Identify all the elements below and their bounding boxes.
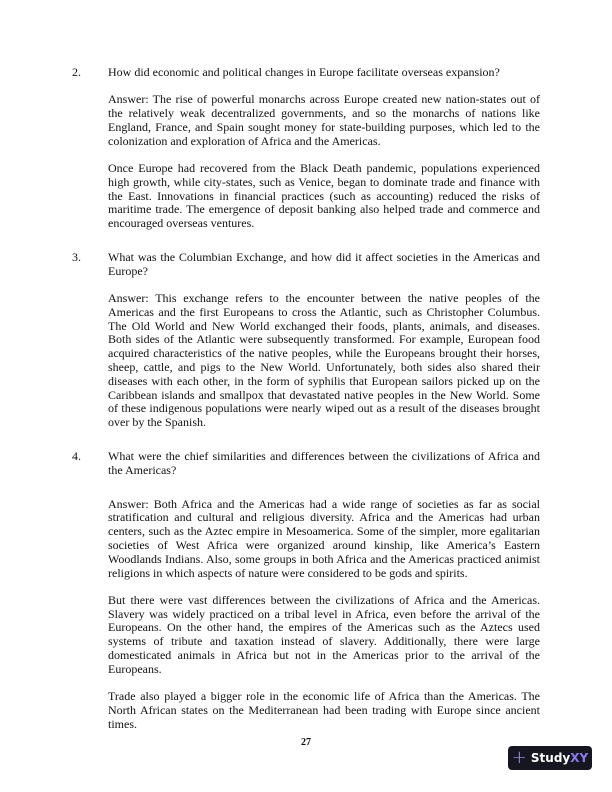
page-number: 27 <box>301 737 311 748</box>
brand-accent: XY <box>570 751 589 765</box>
answer-paragraph: But there were vast differences between the civilizations of Africa and the Americas. Slavery was widely practiced on a tribal level in Africa, even before the arrival of the Europeans. On the other hand, the empires of the Americas such as the Aztecs used systems of tribute and taxation instead of slavery. Additionally, there were large domesticated animals in Africa but not in the Americas prior to the arrival of the Europeans. <box>108 592 540 676</box>
question-text: What was the Columbian Exchange, and how did it affect societies in the Americas and Europe? <box>108 250 540 278</box>
question-number: 2. <box>72 65 81 79</box>
question-text: What were the chief similarities and differences between the civilizations of Africa and the Americas? <box>108 449 540 477</box>
brand-name <box>531 751 588 765</box>
answer-paragraph: Answer: The rise of powerful monarchs across Europe created new nation-states out of the relatively weak decentralized governments, and so the monarchs of nations like England, France, and Spain sought money for state-building purposes, which led to the colonization and exploration of Africa and the Americas. <box>108 92 540 148</box>
question-text: How did economic and political changes in Europe facilitate overseas expansion? <box>108 65 500 79</box>
question-number: 3. <box>72 250 81 264</box>
answer-paragraph: Answer: Both Africa and the Americas had a wide range of societies as far as social stratification and cultural and religious diversity. Africa and the Americas had urban centers, such as the Aztec empire in Mesoamerica. Some of the simpler, more egalitarian societies of West Africa were organized around kinship, like America’s Eastern Woodlands Indians. Also, some groups in both Africa and the Americas practiced animist religions in which aspects of nature were considered to be gods and spirits. <box>108 496 540 580</box>
answer-paragraph: Answer: This exchange refers to the encounter between the native peoples of the Americas and the first Europeans to cross the Atlantic, such as Christopher Columbus. The Old World and New World exchanged their foods, plants, animals, and diseases. Both sides of the Atlantic were subsequently transformed. For example, European food acquired characteristics of the native peoples, while the Europeans brought their horses, sheep, cattle, and pigs to the New World. Unfortunately, both sides also shared their diseases with each other, in the form of syphilis that European sailors picked up on the Caribbean islands and smallpox that devastated native peoples in the New World. Some of these indigenous populations were nearly wiped out as a result of the diseases brought over by the Spanish. <box>108 291 540 430</box>
answer-paragraph: Trade also played a bigger role in the economic life of Africa than the Americas. The North African states on the Mediterranean had been trading with Europe since ancient times. <box>108 689 540 731</box>
question-2 <box>72 66 540 231</box>
plus-icon: + <box>511 747 527 768</box>
question-number: 4. <box>72 449 81 463</box>
brand-main: Study <box>530 751 571 765</box>
question-3 <box>72 251 540 430</box>
question-4 <box>72 450 540 732</box>
studyxy-badge[interactable] <box>508 746 592 770</box>
answer-paragraph: Once Europe had recovered from the Black Death pandemic, populations experienced high growth, while city-states, such as Venice, began to dominate trade and finance with the East. Innovations in financial practices (such as accounting) reduced the risks of maritime trade. The emergence of deposit banking also helped trade and commerce and encouraged overseas ventures. <box>108 160 540 231</box>
